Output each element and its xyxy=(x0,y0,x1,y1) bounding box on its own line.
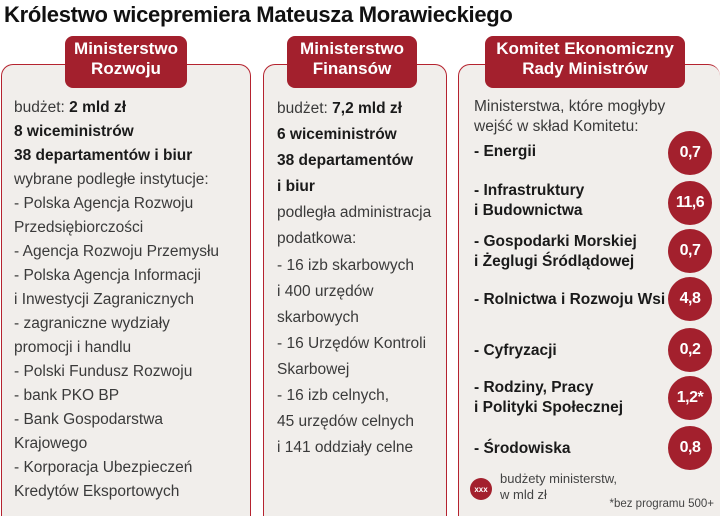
ministry-energii xyxy=(474,142,674,162)
header-komitet-ekonomiczny xyxy=(485,36,685,88)
ministry-rolnictwa xyxy=(474,290,674,310)
detail-line: - Agencja Rozwoju Przemysłu xyxy=(14,243,220,260)
budget-line xyxy=(14,96,219,120)
detail-line: - Bank Gospodarstwa xyxy=(14,411,164,428)
header-line: Rady Ministrów xyxy=(522,59,648,78)
detail-line: Kredytów Eksportowych xyxy=(14,483,180,500)
detail-line: - 16 izb skarbowych xyxy=(277,256,414,274)
ministry-gospodarki-morskiej xyxy=(474,232,674,272)
detail-line: i 141 oddziały celne xyxy=(277,439,414,457)
departments: 38 departamentów xyxy=(277,152,414,170)
detail-line: - bank PKO BP xyxy=(14,387,120,404)
ministry-name: - Infrastruktury xyxy=(474,182,585,199)
detail-line: promocji i handlu xyxy=(14,339,132,356)
komitet-intro xyxy=(474,97,665,137)
detail-line: 45 urzędów celnych xyxy=(277,413,414,431)
detail-line: i 400 urzędów xyxy=(277,282,374,300)
ministry-name: - Środowiska xyxy=(474,440,571,457)
ministry-infrastruktury xyxy=(474,181,674,221)
header-line: Ministerstwo xyxy=(74,39,178,58)
detail-line: podległa administracja xyxy=(277,204,432,222)
header-line: Ministerstwo xyxy=(300,39,404,58)
detail-line: Przedsiębiorczości xyxy=(14,219,144,236)
detail-line: skarbowych xyxy=(277,308,359,326)
budget-value: 7,2 mld zł xyxy=(332,100,402,117)
detail-line: - Polska Agencja Informacji xyxy=(14,267,201,284)
detail-line: Skarbowej xyxy=(277,360,350,378)
header-ministerstwo-finansow xyxy=(287,36,417,88)
ministry-rodziny xyxy=(474,378,674,418)
detail-line: - 16 Urzędów Kontroli xyxy=(277,334,427,352)
header-ministerstwo-rozwoju xyxy=(65,36,187,88)
budget-circle-energii: 0,7 xyxy=(668,131,712,175)
header-line: Komitet Ekonomiczny xyxy=(496,39,674,58)
budget-value: 2 mld zł xyxy=(69,99,127,116)
detail-line: - Polski Fundusz Rozwoju xyxy=(14,363,193,380)
finansow-details xyxy=(277,96,431,461)
ministry-name: i Polityki Społecznej xyxy=(474,399,624,416)
detail-line: - Polska Agencja Rozwoju xyxy=(14,195,194,212)
legend-symbol: xxx xyxy=(470,478,492,500)
detail-line: i Inwestycji Zagranicznych xyxy=(14,291,195,308)
detail-line: - 16 izb celnych, xyxy=(277,387,389,405)
ministry-srodowiska xyxy=(474,439,674,459)
budget-line xyxy=(277,96,431,122)
budget-circle-rodziny: 1,2* xyxy=(668,376,712,420)
ministry-cyfryzacji xyxy=(474,341,674,361)
footnote: *bez programu 500+ xyxy=(609,498,714,510)
ministry-name: - Rodziny, Pracy xyxy=(474,379,594,396)
ministry-name: i Budownictwa xyxy=(474,202,583,219)
rozwoju-details xyxy=(14,96,219,504)
departments: 38 departamentów i biur xyxy=(14,147,193,164)
detail-line: podatkowa: xyxy=(277,230,357,248)
detail-line: - Korporacja Ubezpieczeń xyxy=(14,459,193,476)
budget-circle-gospodarki-morskiej: 0,7 xyxy=(668,229,712,273)
detail-line: wybrane podległe instytucje: xyxy=(14,171,209,188)
budget-circle-rolnictwa: 4,8 xyxy=(668,277,712,321)
page-title: Królestwo wicepremiera Mateusza Morawieckiego xyxy=(4,2,513,27)
budget-circle-cyfryzacji: 0,2 xyxy=(668,328,712,372)
budget-circle-infrastruktury: 11,6 xyxy=(668,181,712,225)
detail-line: - zagraniczne wydziały xyxy=(14,315,170,332)
header-line: Rozwoju xyxy=(91,59,161,78)
deputy-ministers: 8 wiceministrów xyxy=(14,123,134,140)
legend-text xyxy=(500,471,617,503)
ministry-name: - Rolnictwa i Rozwoju Wsi xyxy=(474,291,666,308)
ministry-name: i Żeglugi Śródlądowej xyxy=(474,253,635,270)
deputy-ministers: 6 wiceministrów xyxy=(277,126,397,144)
budget-circle-srodowiska: 0,8 xyxy=(668,426,712,470)
legend-line: budżety ministerstw, xyxy=(500,471,618,486)
budget-label: budżet: xyxy=(277,100,333,117)
header-line: Finansów xyxy=(312,59,392,78)
ministry-name: - Cyfryzacji xyxy=(474,342,557,359)
legend-line: w mld zł xyxy=(500,487,547,502)
intro-line: wejść w skład Komitetu: xyxy=(474,118,639,135)
intro-line: Ministerstwa, które mogłyby xyxy=(474,98,666,115)
departments-cont: i biur xyxy=(277,178,315,196)
ministry-name: - Energii xyxy=(474,143,537,160)
budget-label: budżet: xyxy=(14,99,70,116)
ministry-name: - Gospodarki Morskiej xyxy=(474,233,637,250)
detail-line: Krajowego xyxy=(14,435,88,452)
